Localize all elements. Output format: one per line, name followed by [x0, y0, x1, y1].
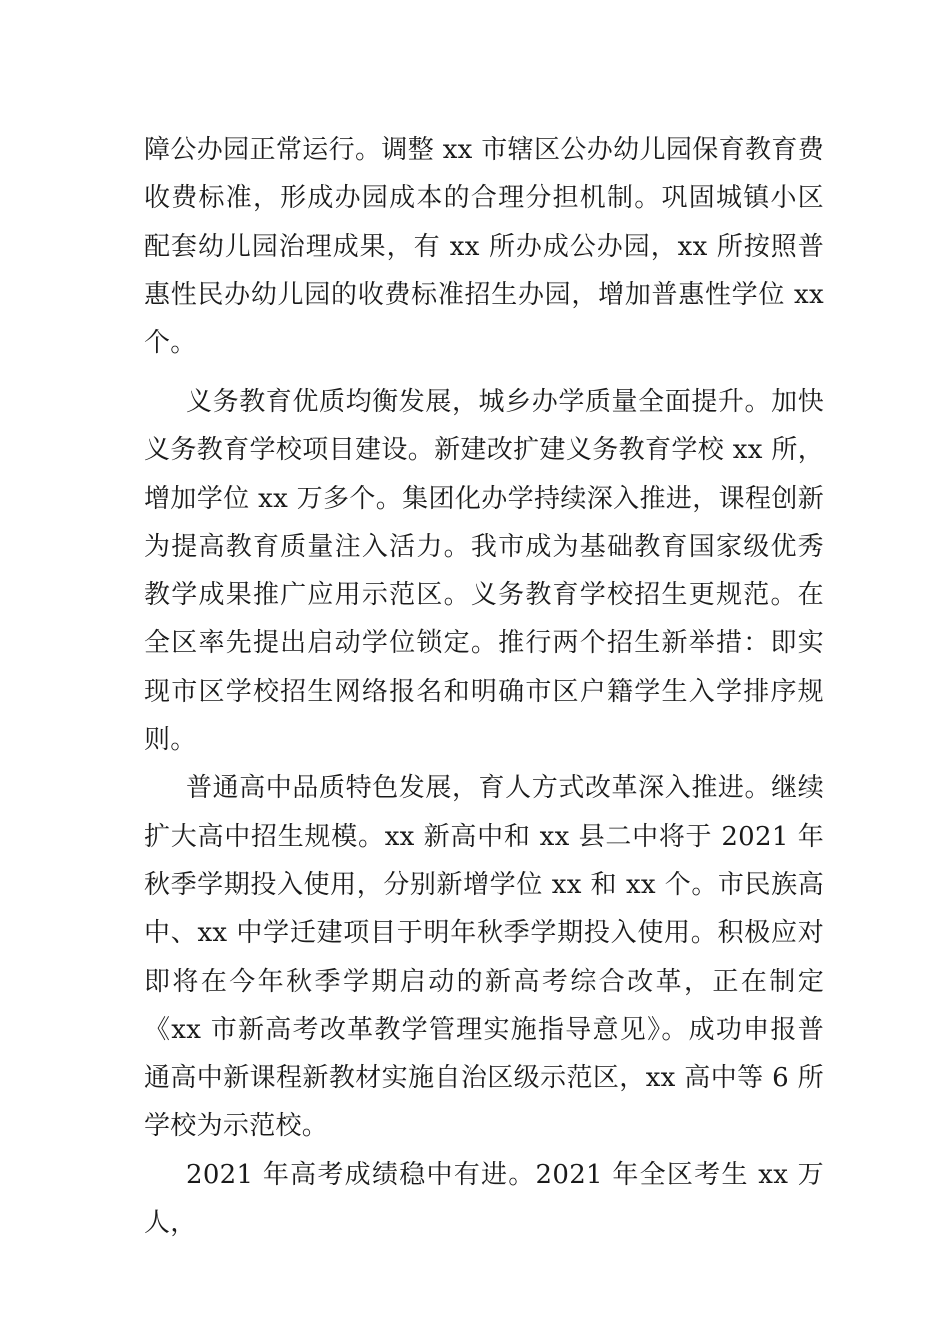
paragraph-kindergarten-continued: 障公办园正常运行。调整 xx 市辖区公办幼儿园保育教育费收费标准，形成办园成本的合理分担机制。巩固城镇小区配套幼儿园治理成果，有 xx 所办成公办园，xx 所按照普惠性民办幼儿园的收费标准招生办园，增加普惠性学位 xx 个。 [144, 135, 824, 359]
paragraph-high-school: 普通高中品质特色发展，育人方式改革深入推进。继续扩大高中招生规模。xx 新高中和 xx 县二中将于 2021 年秋季学期投入使用，分别新增学位 xx 和 xx 个。市民族高中、xx 中学迁建项目于明年秋季学期投入使用。积极应对即将在今年秋季学期启动的新高考综合改革，正在制定《xx 市新高考改革教学管理实施指导意见》。成功申报普通高中新课程新教材实施自治区级示范区，xx 高中等 6 所学校为示范校。 [144, 773, 824, 1142]
text-block-top [144, 126, 824, 367]
text-block-main [144, 378, 824, 1247]
paragraph-gaokao-results: 2021 年高考成绩稳中有进。2021 年全区考生 xx 万人， [144, 1159, 824, 1239]
paragraph-compulsory-education: 义务教育优质均衡发展，城乡办学质量全面提升。加快义务教育学校项目建设。新建改扩建义务教育学校 xx 所，增加学位 xx 万多个。集团化办学持续深入推进，课程创新为提高教育质量注入活力。我市成为基础教育国家级优秀教学成果推广应用示范区。义务教育学校招生更规范。在全区率先提出启动学位锁定。推行两个招生新举措：即实现市区学校招生网络报名和明确市区户籍学生入学排序规则。 [144, 387, 824, 756]
